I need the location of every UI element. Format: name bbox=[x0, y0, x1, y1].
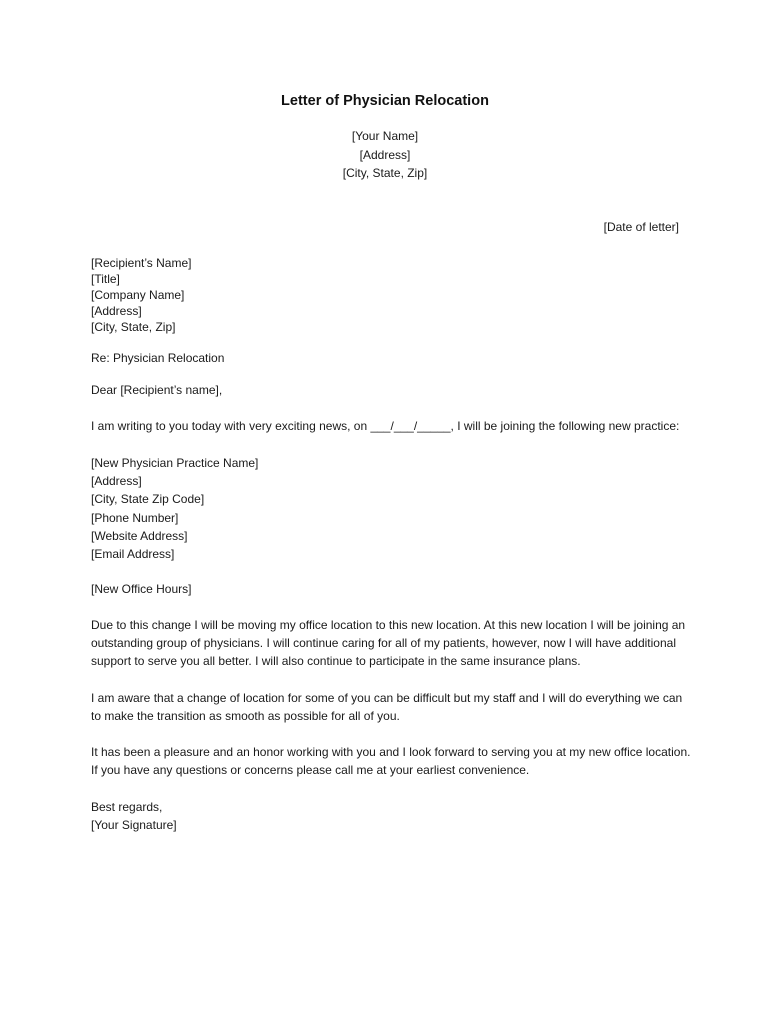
recipient-name: [Recipient’s Name] bbox=[91, 256, 192, 270]
practice-name: [New Physician Practice Name] bbox=[91, 456, 259, 470]
signature-placeholder: [Your Signature] bbox=[91, 818, 177, 832]
practice-website: [Website Address] bbox=[91, 528, 188, 543]
office-hours: [New Office Hours] bbox=[91, 582, 192, 596]
practice-address: [Address] bbox=[91, 474, 142, 489]
page-title: Letter of Physician Relocation bbox=[281, 93, 489, 109]
recipient-block bbox=[91, 255, 192, 335]
body-paragraph: It has been a pleasure and an honor working with you and I look forward to serving you at my new office location. If you have any questions or concerns please call me at your earliest convenience. bbox=[91, 745, 691, 778]
sender-name: [Your Name] bbox=[351, 129, 419, 143]
sender-address: [Address] bbox=[359, 147, 411, 162]
recipient-company: [Company Name] bbox=[91, 288, 185, 302]
practice-city-state-zip: [City, State Zip Code] bbox=[91, 492, 205, 507]
closing-block bbox=[91, 798, 177, 834]
intro-paragraph: I am writing to you today with very exciting news, on ___/___/_____, I will be joining the following new practice: bbox=[91, 419, 680, 433]
sender-block bbox=[0, 127, 770, 183]
recipient-address: [Address] bbox=[91, 304, 142, 318]
recipient-title: [Title] bbox=[91, 272, 120, 286]
body-paragraph: I am aware that a change of location for some of you can be difficult but my staff and I will do everything we can to make the transition as smooth as possible for all of you. bbox=[91, 691, 683, 724]
letter-date: [Date of letter] bbox=[603, 220, 679, 234]
salutation: Dear [Recipient’s name], bbox=[91, 383, 223, 397]
practice-block bbox=[91, 454, 258, 563]
practice-email: [Email Address] bbox=[91, 547, 175, 562]
re-line: Re: Physician Relocation bbox=[91, 351, 225, 365]
closing-phrase: Best regards, bbox=[91, 800, 163, 814]
recipient-city-state-zip: [City, State, Zip] bbox=[91, 320, 176, 334]
practice-phone: [Phone Number] bbox=[91, 510, 179, 525]
body-paragraph: Due to this change I will be moving my office location to this new location. At this new location I will be joining an outstanding group of physicians. I will continue caring for all of my patients, however, now I will have additional support to serve you all better. I will also continue to participate in the same insurance plans. bbox=[91, 618, 686, 669]
sender-city-state-zip: [City, State, Zip] bbox=[342, 166, 428, 180]
